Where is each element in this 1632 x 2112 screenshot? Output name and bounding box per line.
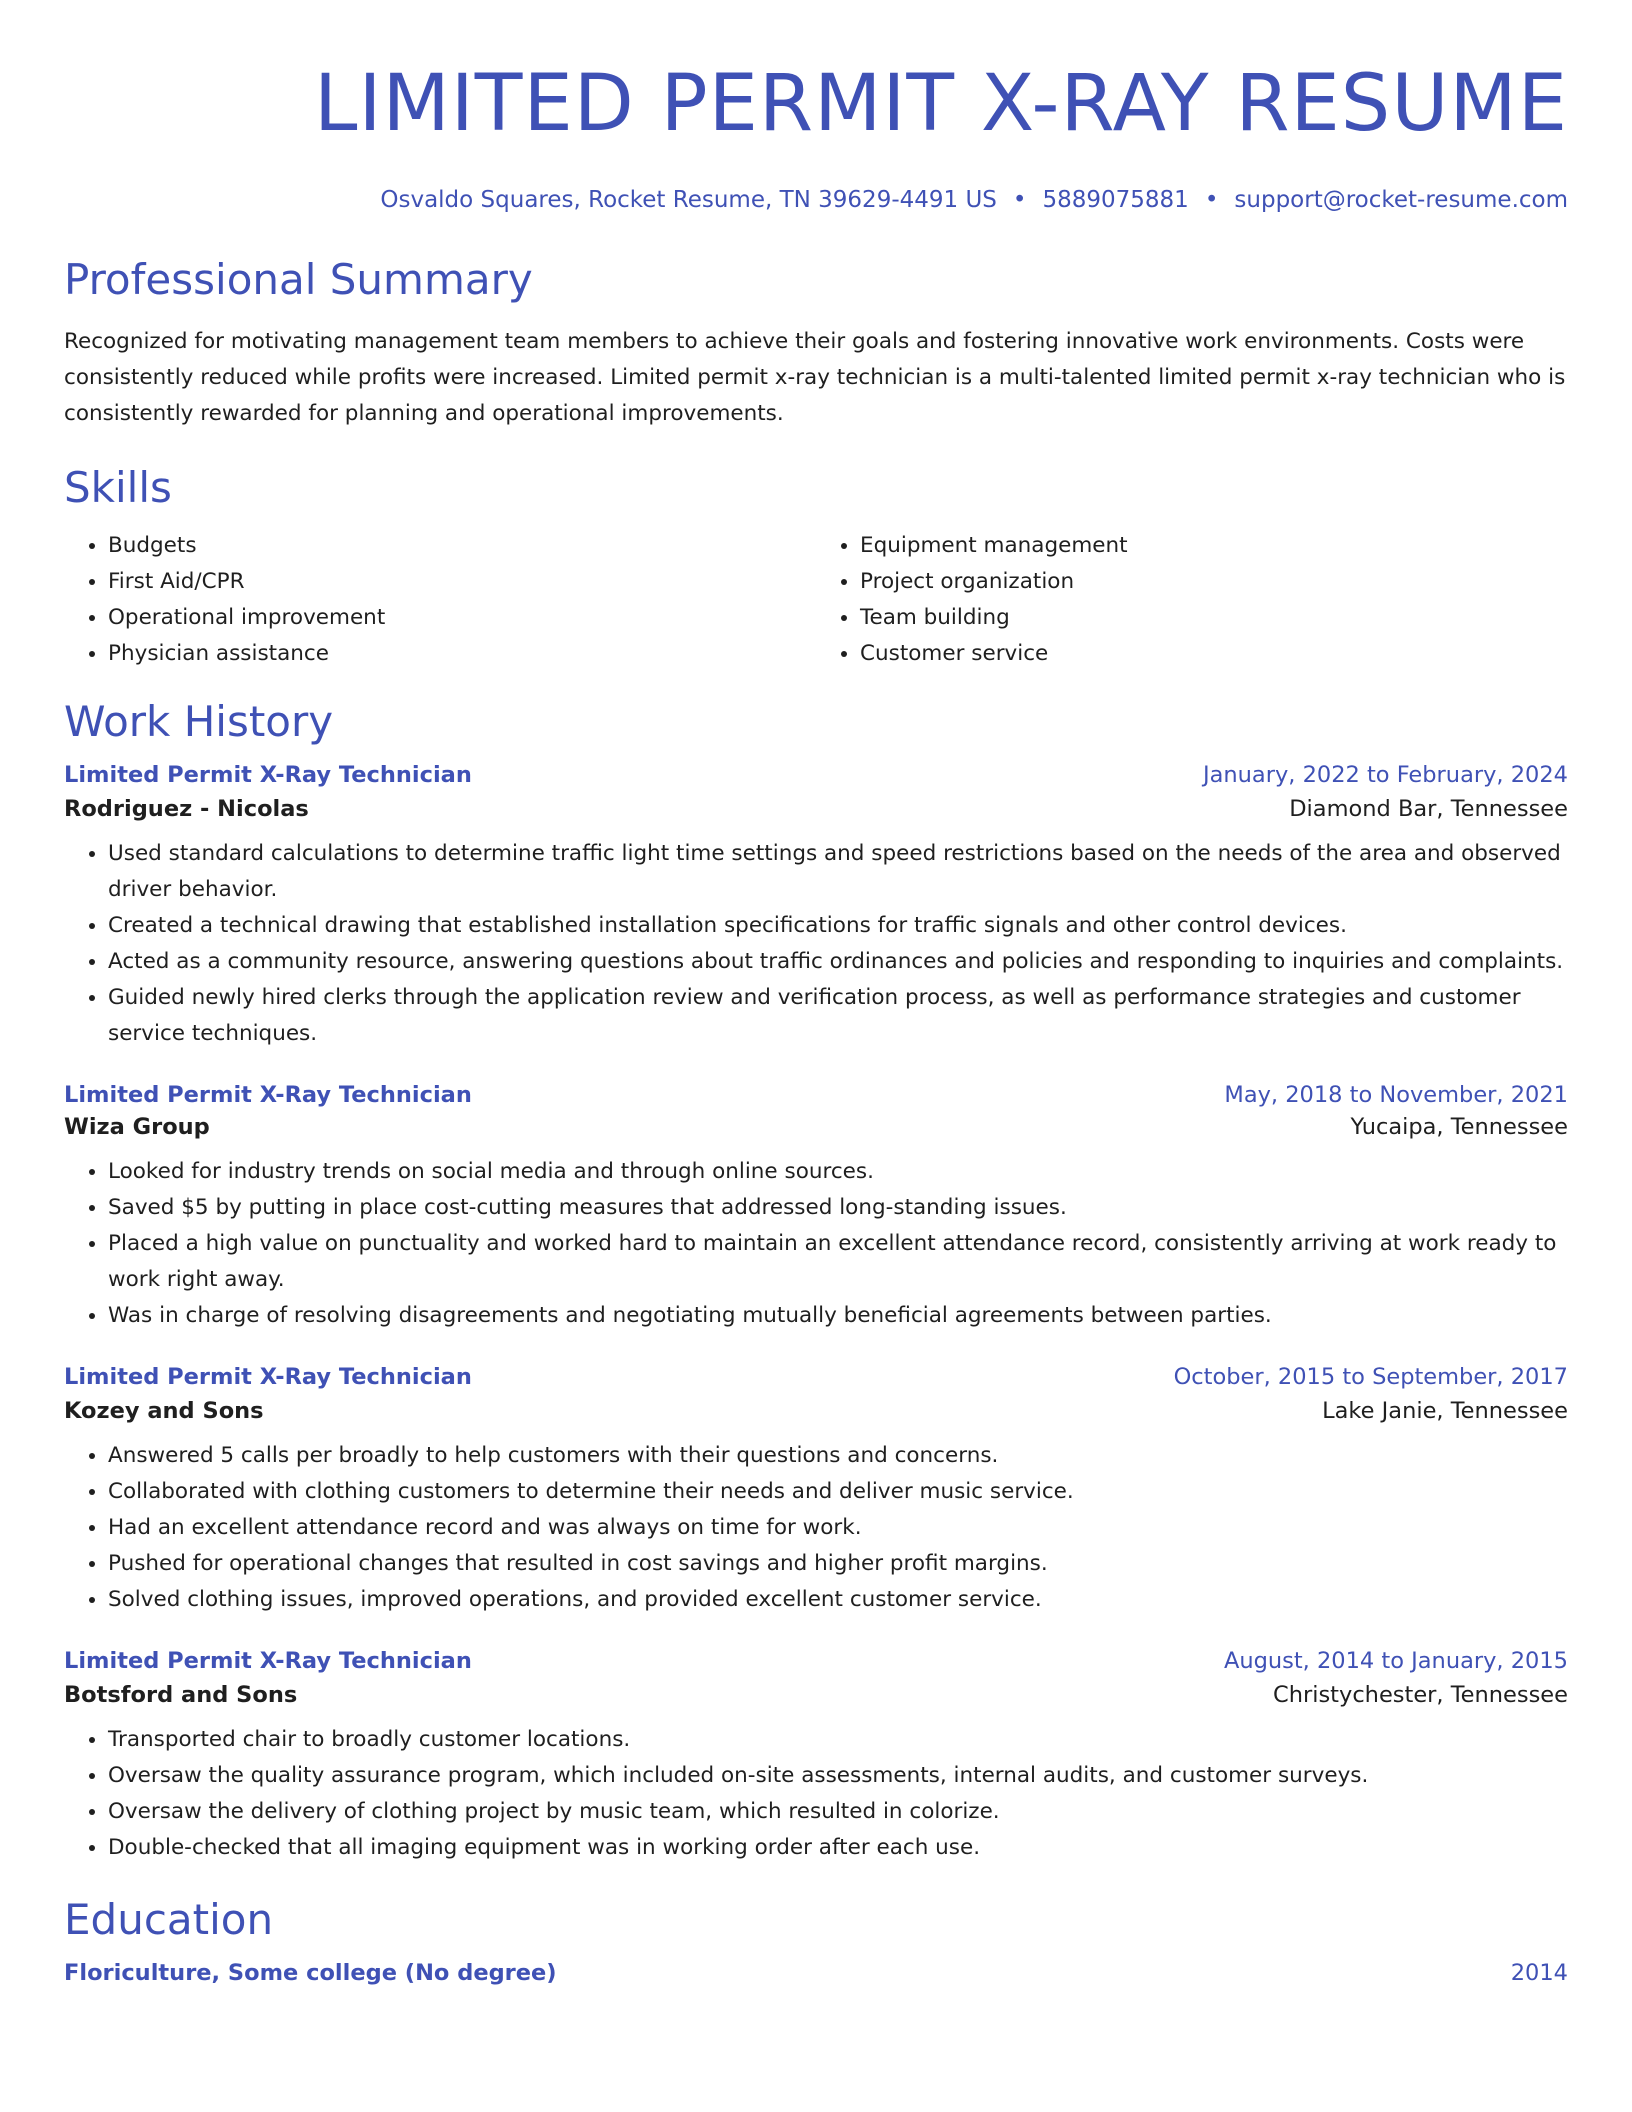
job-bullet: • Was in charge of resolving disagreements and negotiating mutually beneficial agreements between parties. xyxy=(108,1298,1568,1334)
job-bullet: • Saved $5 by putting in place cost-cutting measures that addressed long-standing issues. xyxy=(108,1190,1568,1226)
job-bullet: • Used standard calculations to determine traffic light time settings and speed restrictions based on the needs of the area and observed driver behavior. xyxy=(108,836,1568,908)
contact-address: Osvaldo Squares, Rocket Resume, TN 39629-4491 US xyxy=(380,187,997,213)
job-header-row xyxy=(64,1082,1568,1108)
job-bullets xyxy=(64,1438,1568,1618)
job-bullet: • Oversaw the quality assurance program, which included on-site assessments, internal audits, and customer surveys. xyxy=(108,1758,1568,1794)
job-location: Christychester, Tennessee xyxy=(1272,1682,1568,1708)
job-bullets xyxy=(64,1154,1568,1334)
skill-item: • Operational improvement xyxy=(108,600,816,636)
job-bullet: • Transported chair to broadly customer locations. xyxy=(108,1722,1568,1758)
section-heading-skills: Skills xyxy=(64,463,172,512)
job-company-row xyxy=(64,1114,1568,1140)
skills-list xyxy=(64,528,1568,672)
contact-separator: • xyxy=(1012,187,1027,213)
job-location: Lake Janie, Tennessee xyxy=(1322,1398,1568,1424)
resume-title: LIMITED PERMIT X-RAY RESUME xyxy=(314,59,1568,149)
job-dates: May, 2018 to November, 2021 xyxy=(1224,1082,1568,1108)
job-entry xyxy=(64,1082,1568,1334)
contact-email: support@rocket-resume.com xyxy=(1234,187,1568,213)
section-heading-summary: Professional Summary xyxy=(64,255,533,304)
job-header-row xyxy=(64,762,1568,788)
job-company: Rodriguez - Nicolas xyxy=(64,796,309,822)
job-company-row xyxy=(64,1682,1568,1708)
skill-item: • Budgets xyxy=(108,528,816,564)
job-dates: January, 2022 to February, 2024 xyxy=(1202,762,1568,788)
job-company-row xyxy=(64,1398,1568,1424)
education-entry xyxy=(64,1960,1568,1986)
job-entry xyxy=(64,762,1568,1052)
skill-item: • Customer service xyxy=(860,636,1568,672)
job-entry xyxy=(64,1648,1568,1866)
skill-item: • Physician assistance xyxy=(108,636,816,672)
education-year: 2014 xyxy=(1510,1960,1568,1986)
job-bullets xyxy=(64,836,1568,1052)
job-title: Limited Permit X-Ray Technician xyxy=(64,1364,472,1390)
contact-phone: 5889075881 xyxy=(1042,187,1189,213)
job-company: Wiza Group xyxy=(64,1114,210,1140)
job-bullet: • Looked for industry trends on social media and through online sources. xyxy=(108,1154,1568,1190)
contact-line xyxy=(64,186,1568,214)
job-company: Botsford and Sons xyxy=(64,1682,298,1708)
job-bullet: • Had an excellent attendance record and was always on time for work. xyxy=(108,1510,1568,1546)
job-bullet: • Guided newly hired clerks through the application review and verification process, as well as performance strategies and customer service techniques. xyxy=(108,980,1568,1052)
job-bullet: • Double-checked that all imaging equipment was in working order after each use. xyxy=(108,1830,1568,1866)
skill-item: • Project organization xyxy=(860,564,1568,600)
job-entry xyxy=(64,1364,1568,1618)
job-bullets xyxy=(64,1722,1568,1866)
job-dates: August, 2014 to January, 2015 xyxy=(1223,1648,1568,1674)
job-bullet: • Placed a high value on punctuality and worked hard to maintain an excellent attendance record, consistently arriving at work ready to work right away. xyxy=(108,1226,1568,1298)
section-heading-education: Education xyxy=(64,1895,274,1944)
job-bullet: • Acted as a community resource, answering questions about traffic ordinances and policies and responding to inquiries and complaints. xyxy=(108,944,1568,980)
skills-column-left xyxy=(64,528,816,672)
section-heading-work-history: Work History xyxy=(64,697,334,746)
job-location: Diamond Bar, Tennessee xyxy=(1289,796,1568,822)
job-dates: October, 2015 to September, 2017 xyxy=(1173,1364,1568,1390)
contact-separator: • xyxy=(1204,187,1219,213)
job-location: Yucaipa, Tennessee xyxy=(1350,1114,1568,1140)
education-degree: Floriculture, Some college (No degree) xyxy=(64,1960,557,1986)
job-bullet: • Oversaw the delivery of clothing project by music team, which resulted in colorize. xyxy=(108,1794,1568,1830)
skill-item: • First Aid/CPR xyxy=(108,564,816,600)
job-bullet: • Solved clothing issues, improved operations, and provided excellent customer service. xyxy=(108,1582,1568,1618)
job-header-row xyxy=(64,1648,1568,1674)
job-bullet: • Collaborated with clothing customers to determine their needs and deliver music service. xyxy=(108,1474,1568,1510)
job-bullet: • Answered 5 calls per broadly to help customers with their questions and concerns. xyxy=(108,1438,1568,1474)
job-bullet: • Created a technical drawing that established installation specifications for traffic signals and other control devices. xyxy=(108,908,1568,944)
job-title: Limited Permit X-Ray Technician xyxy=(64,1082,472,1108)
summary-text: Recognized for motivating management team members to achieve their goals and fostering innovative work environments. Costs were consistently reduced while profits were increased. Limited permit x-ray technician is a multi-talented limited permit x-ray technician who is consistently rewarded for planning and operational improvements. xyxy=(64,329,1566,426)
skill-item: • Team building xyxy=(860,600,1568,636)
job-title: Limited Permit X-Ray Technician xyxy=(64,1648,472,1674)
job-header-row xyxy=(64,1364,1568,1390)
job-company-row xyxy=(64,796,1568,822)
skills-column-right xyxy=(816,528,1568,672)
job-title: Limited Permit X-Ray Technician xyxy=(64,762,472,788)
job-company: Kozey and Sons xyxy=(64,1398,264,1424)
job-bullet: • Pushed for operational changes that resulted in cost savings and higher profit margins. xyxy=(108,1546,1568,1582)
skill-item: • Equipment management xyxy=(860,528,1568,564)
